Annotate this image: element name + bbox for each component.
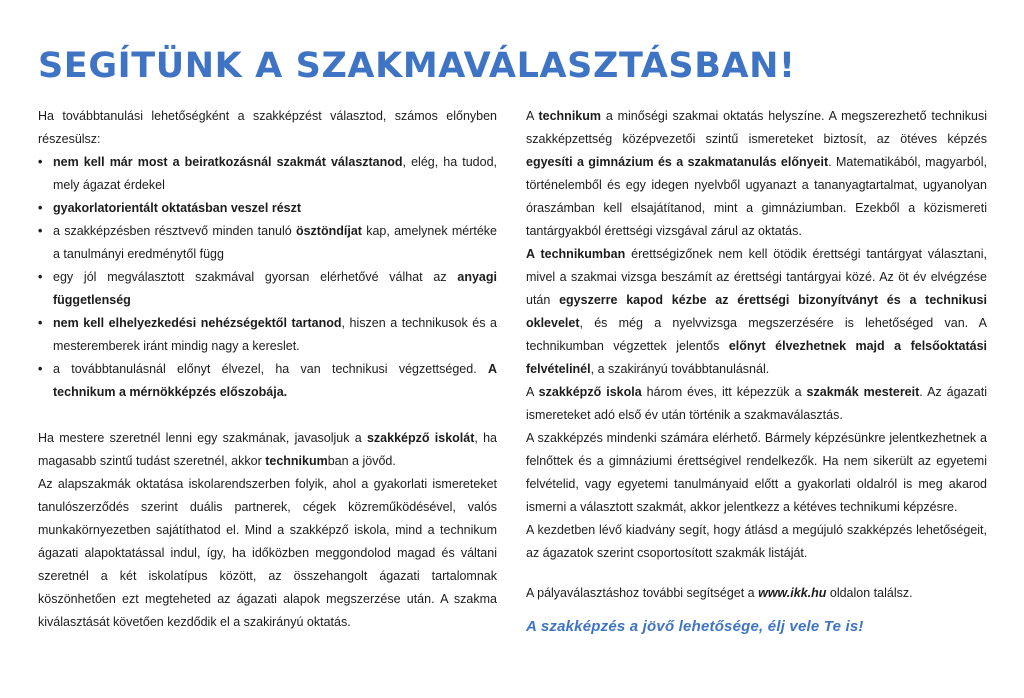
list-item: • a továbbtanulásnál előnyt élvezel, ha van technikusi végzettséged. A technikum a mérnökképzés előszobája. (38, 358, 497, 404)
paragraph: Ha mestere szeretnél lenni egy szakmának, javasoljuk a szakképző iskolát, ha magasabb szintű tudást szeretnél, akkor technikumban a jövőd. (38, 431, 498, 468)
left-column (38, 105, 497, 634)
list-item: • egy jól megválasztott szakmával gyorsan elérhetővé válhat az anyagi függetlenség (38, 266, 497, 312)
paragraph: A pályaválasztáshoz további segítséget a www.ikk.hu oldalon találsz. (526, 586, 913, 600)
list-item: • gyakorlatorientált oktatásban veszel részt (38, 197, 497, 220)
list-item: • nem kell már most a beiratkozásnál szakmát választanod, elég, ha tudod, mely ágazat érdekel (38, 151, 497, 197)
paragraph: A szakképzés mindenki számára elérhető. Bármely képzésünkre jelentkezhetnek a felnőttek és a gimnáziumi érettségivel rendelkezők. Ha nem sikerült az egyetemi felvételid, vagy egyetemi tanulmányaid előtt a gyakorlati oldalról is meg akarod ismerni a választott szakmát, akkor jelentkezz a kétéves technikumi képzésre. (526, 431, 987, 514)
page-title: SEGÍTÜNK A SZAKMAVÁLASZTÁSBAN! (38, 46, 796, 86)
right-column (526, 105, 987, 638)
website-link[interactable]: www.ikk.hu (758, 586, 827, 600)
slogan: A szakképzés a jövő lehetősége, élj vele Te is! (526, 618, 864, 635)
list-item: • a szakképzésben résztvevő minden tanuló ösztöndíjat kap, amelynek mértéke a tanulmányi eredménytől függ (38, 220, 497, 266)
paragraph: A szakképző iskola három éves, itt képezzük a szakmák mestereit. Az ágazati ismereteket adó első év után történik a szakmaválasztás. (526, 385, 987, 422)
list-item: • nem kell elhelyezkedési nehézségektől tartanod, hiszen a technikusok és a mesteremberek iránt mindig nagy a kereslet. (38, 312, 497, 358)
paragraph: A technikumban érettségizőnek nem kell ötödik érettségi tantárgyat választani, mivel a szakmai vizsga beszámít az érettségi tantárgyai közé. Az öt év elvégzése után egyszerre kapod kézbe az érettségi bizonyítványt és a technikusi oklevelet, és még a nyelvvizsga megszerzésére is lehetőséged van. A technikumban végzettek jelentős előnyt élvezhetnek majd a felsőoktatási felvételinél, a szakirányú továbbtanulásnál. (526, 247, 987, 376)
paragraph: A kezdetben lévő kiadvány segít, hogy átlásd a megújuló szakképzés lehetőségeit, az ágazatok szerint csoportosított szakmák listáját. (526, 523, 987, 560)
intro-paragraph: Ha továbbtanulási lehetőségként a szakképzést választod, számos előnyben részesülsz: (38, 109, 497, 146)
benefits-list (38, 151, 497, 404)
paragraph: Az alapszakmák oktatása iskolarendszerben folyik, ahol a gyakorlati ismereteket tanulószerződés szerint duális partnerek, cégek közreműködésével, valós munkakörnyezetben sajátíthatod el. Mind a szakképző iskola, mind a technikum ágazati alapoktatással indul, így, ha időközben meggondolod magad és váltani szeretnél a két iskolatípus között, az összehangolt ágazati tartalomnak köszönhetően ezt megteheted az ágazati alapok megszerzése után. A szakma kiválasztását követően kezdődik el a szakirányú oktatás. (38, 477, 497, 629)
paragraph: A technikum a minőségi szakmai oktatás helyszíne. A megszerezhető technikusi szakképzettség középvezetői szintű ismereteket biztosít, az ötéves képzés egyesíti a gimnázium és a szakmatanulás előnyeit. Matematikából, magyarból, történelemből és egy idegen nyelvből ugyanazt a tananyagtartalmat, ugyanolyan óraszámban kell elsajátítanod, mint a gimnáziumban. Ezekből a közismereti tantárgyakból érettségi vizsgával zárul az oktatás. (526, 109, 988, 238)
